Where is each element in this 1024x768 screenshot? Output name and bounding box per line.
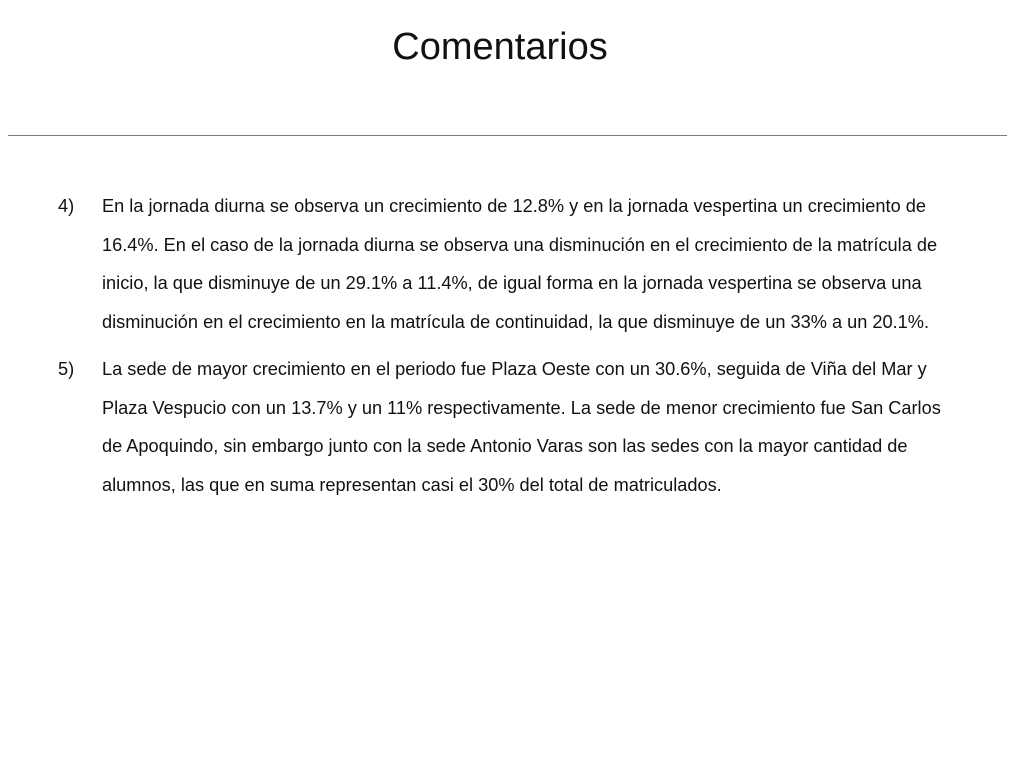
comment-item-5 <box>58 350 958 505</box>
comment-number: 5) <box>58 358 75 379</box>
comment-text: La sede de mayor crecimiento en el periodo fue Plaza Oeste con un 30.6%, seguida de Viña del Mar y Plaza Vespucio con un 13.7% y un 11% respectivamente. La sede de menor crecimiento fue San Carlos de Apoquindo, sin embargo junto con la sede Antonio Varas son las sedes con la mayor cantidad de alumnos, las que en suma representan casi el 30% del total de matriculados. <box>102 358 941 495</box>
comment-number: 4) <box>58 196 75 216</box>
comment-text: En la jornada diurna se observa un crecimiento de 12.8% y en la jornada vespertina un crecimiento de 16.4%. En el caso de la jornada diurna se observa una disminución en el crecimiento de la matrícula de inicio, la que disminuye de un 29.1% a 11.4%, de igual forma en la jornada vespertina se observa una disminución en el crecimiento en la matrícula de continuidad, la que disminuye de un 33% a un 20.1%. <box>102 196 938 333</box>
title-divider <box>8 135 1007 136</box>
comment-item-4 <box>58 187 958 342</box>
slide-title: Comentarios <box>392 26 608 68</box>
comments-list <box>58 187 958 513</box>
